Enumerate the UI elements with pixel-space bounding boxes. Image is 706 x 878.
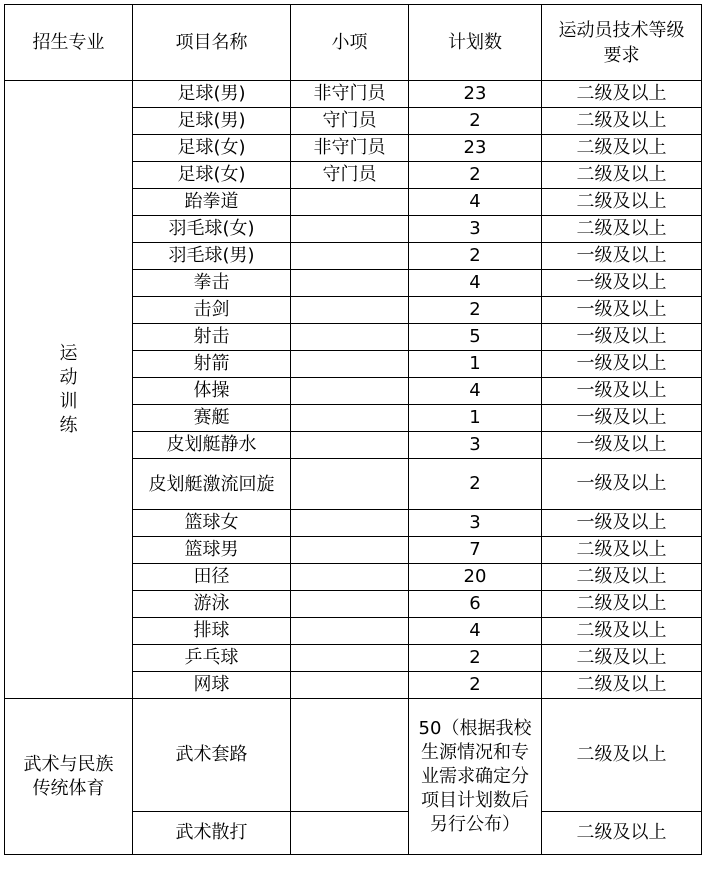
cell-level: 一级及以上 (542, 510, 702, 537)
cell-project: 乒乓球 (133, 645, 291, 672)
cell-sub (291, 243, 409, 270)
cell-plan: 1 (409, 351, 542, 378)
cell-plan: 2 (409, 243, 542, 270)
cell-project: 射击 (133, 324, 291, 351)
header-sub: 小项 (291, 5, 409, 81)
major-sports-training (5, 81, 133, 699)
cell-project: 武术散打 (133, 812, 291, 855)
cell-plan: 2 (409, 672, 542, 699)
header-major: 招生专业 (5, 5, 133, 81)
cell-project: 拳击 (133, 270, 291, 297)
cell-level: 一级及以上 (542, 405, 702, 432)
cell-level: 二级及以上 (542, 216, 702, 243)
header-project: 项目名称 (133, 5, 291, 81)
header-row (5, 5, 702, 81)
cell-level: 二级及以上 (542, 699, 702, 812)
cell-level: 二级及以上 (542, 618, 702, 645)
header-level-line2: 要求 (603, 44, 640, 66)
cell-sub (291, 459, 409, 510)
cell-project: 篮球女 (133, 510, 291, 537)
cell-plan: 6 (409, 591, 542, 618)
cell-level: 二级及以上 (542, 591, 702, 618)
cell-level: 二级及以上 (542, 135, 702, 162)
cell-level: 二级及以上 (542, 162, 702, 189)
cell-project: 皮划艇静水 (133, 432, 291, 459)
cell-project: 网球 (133, 672, 291, 699)
cell-sub (291, 672, 409, 699)
cell-plan: 3 (409, 432, 542, 459)
cell-sub (291, 432, 409, 459)
cell-sub (291, 297, 409, 324)
cell-plan: 4 (409, 270, 542, 297)
cell-sub (291, 270, 409, 297)
cell-plan-note: 50（根据我校生源情况和专业需求确定分项目计划数后另行公布） (409, 699, 542, 855)
cell-project: 跆拳道 (133, 189, 291, 216)
cell-level: 二级及以上 (542, 672, 702, 699)
cell-level: 一级及以上 (542, 459, 702, 510)
header-level (542, 5, 702, 81)
cell-plan: 2 (409, 162, 542, 189)
cell-sub (291, 405, 409, 432)
cell-plan: 2 (409, 645, 542, 672)
cell-project: 体操 (133, 378, 291, 405)
cell-project: 足球(女) (133, 135, 291, 162)
cell-sub (291, 645, 409, 672)
cell-sub (291, 351, 409, 378)
cell-level: 二级及以上 (542, 645, 702, 672)
cell-level: 二级及以上 (542, 564, 702, 591)
cell-level: 二级及以上 (542, 189, 702, 216)
cell-project: 足球(女) (133, 162, 291, 189)
cell-sub (291, 537, 409, 564)
cell-project: 羽毛球(女) (133, 216, 291, 243)
cell-plan: 7 (409, 537, 542, 564)
cell-sub (291, 510, 409, 537)
cell-level: 二级及以上 (542, 108, 702, 135)
cell-plan: 4 (409, 618, 542, 645)
cell-plan: 4 (409, 378, 542, 405)
cell-level: 一级及以上 (542, 324, 702, 351)
major-char: 动 (59, 366, 78, 388)
table-row (5, 81, 702, 108)
cell-plan: 5 (409, 324, 542, 351)
major-char: 训 (59, 390, 78, 412)
cell-sub (291, 324, 409, 351)
cell-sub (291, 699, 409, 812)
major-wushu: 武术与民族传统体育 (5, 699, 133, 855)
cell-project: 游泳 (133, 591, 291, 618)
cell-project: 篮球男 (133, 537, 291, 564)
cell-level: 一级及以上 (542, 432, 702, 459)
cell-sub (291, 618, 409, 645)
cell-sub: 非守门员 (291, 81, 409, 108)
cell-sub (291, 189, 409, 216)
cell-project: 排球 (133, 618, 291, 645)
cell-plan: 1 (409, 405, 542, 432)
cell-project: 射箭 (133, 351, 291, 378)
cell-project: 羽毛球(男) (133, 243, 291, 270)
cell-plan: 20 (409, 564, 542, 591)
cell-sub: 守门员 (291, 108, 409, 135)
cell-level: 二级及以上 (542, 812, 702, 855)
major-char: 练 (59, 414, 78, 436)
cell-sub: 守门员 (291, 162, 409, 189)
table-row (5, 699, 702, 812)
cell-plan: 4 (409, 189, 542, 216)
cell-sub (291, 216, 409, 243)
cell-project: 皮划艇激流回旋 (133, 459, 291, 510)
cell-sub (291, 564, 409, 591)
header-plan: 计划数 (409, 5, 542, 81)
cell-level: 一级及以上 (542, 351, 702, 378)
cell-plan: 2 (409, 459, 542, 510)
cell-plan: 2 (409, 108, 542, 135)
cell-plan: 2 (409, 297, 542, 324)
cell-sub (291, 591, 409, 618)
cell-level: 一级及以上 (542, 243, 702, 270)
cell-plan: 23 (409, 135, 542, 162)
cell-level: 一级及以上 (542, 378, 702, 405)
cell-project: 武术套路 (133, 699, 291, 812)
cell-project: 足球(男) (133, 108, 291, 135)
cell-project: 击剑 (133, 297, 291, 324)
major-char: 运 (59, 342, 78, 364)
cell-plan: 3 (409, 510, 542, 537)
cell-sub (291, 812, 409, 855)
cell-level: 一级及以上 (542, 297, 702, 324)
cell-level: 二级及以上 (542, 537, 702, 564)
header-level-line1: 运动员技术等级 (558, 19, 685, 41)
cell-project: 足球(男) (133, 81, 291, 108)
cell-plan: 3 (409, 216, 542, 243)
cell-sub (291, 378, 409, 405)
cell-project: 赛艇 (133, 405, 291, 432)
enrollment-plan-table (4, 4, 702, 855)
cell-level: 一级及以上 (542, 270, 702, 297)
cell-sub: 非守门员 (291, 135, 409, 162)
cell-project: 田径 (133, 564, 291, 591)
cell-level: 二级及以上 (542, 81, 702, 108)
cell-plan: 23 (409, 81, 542, 108)
